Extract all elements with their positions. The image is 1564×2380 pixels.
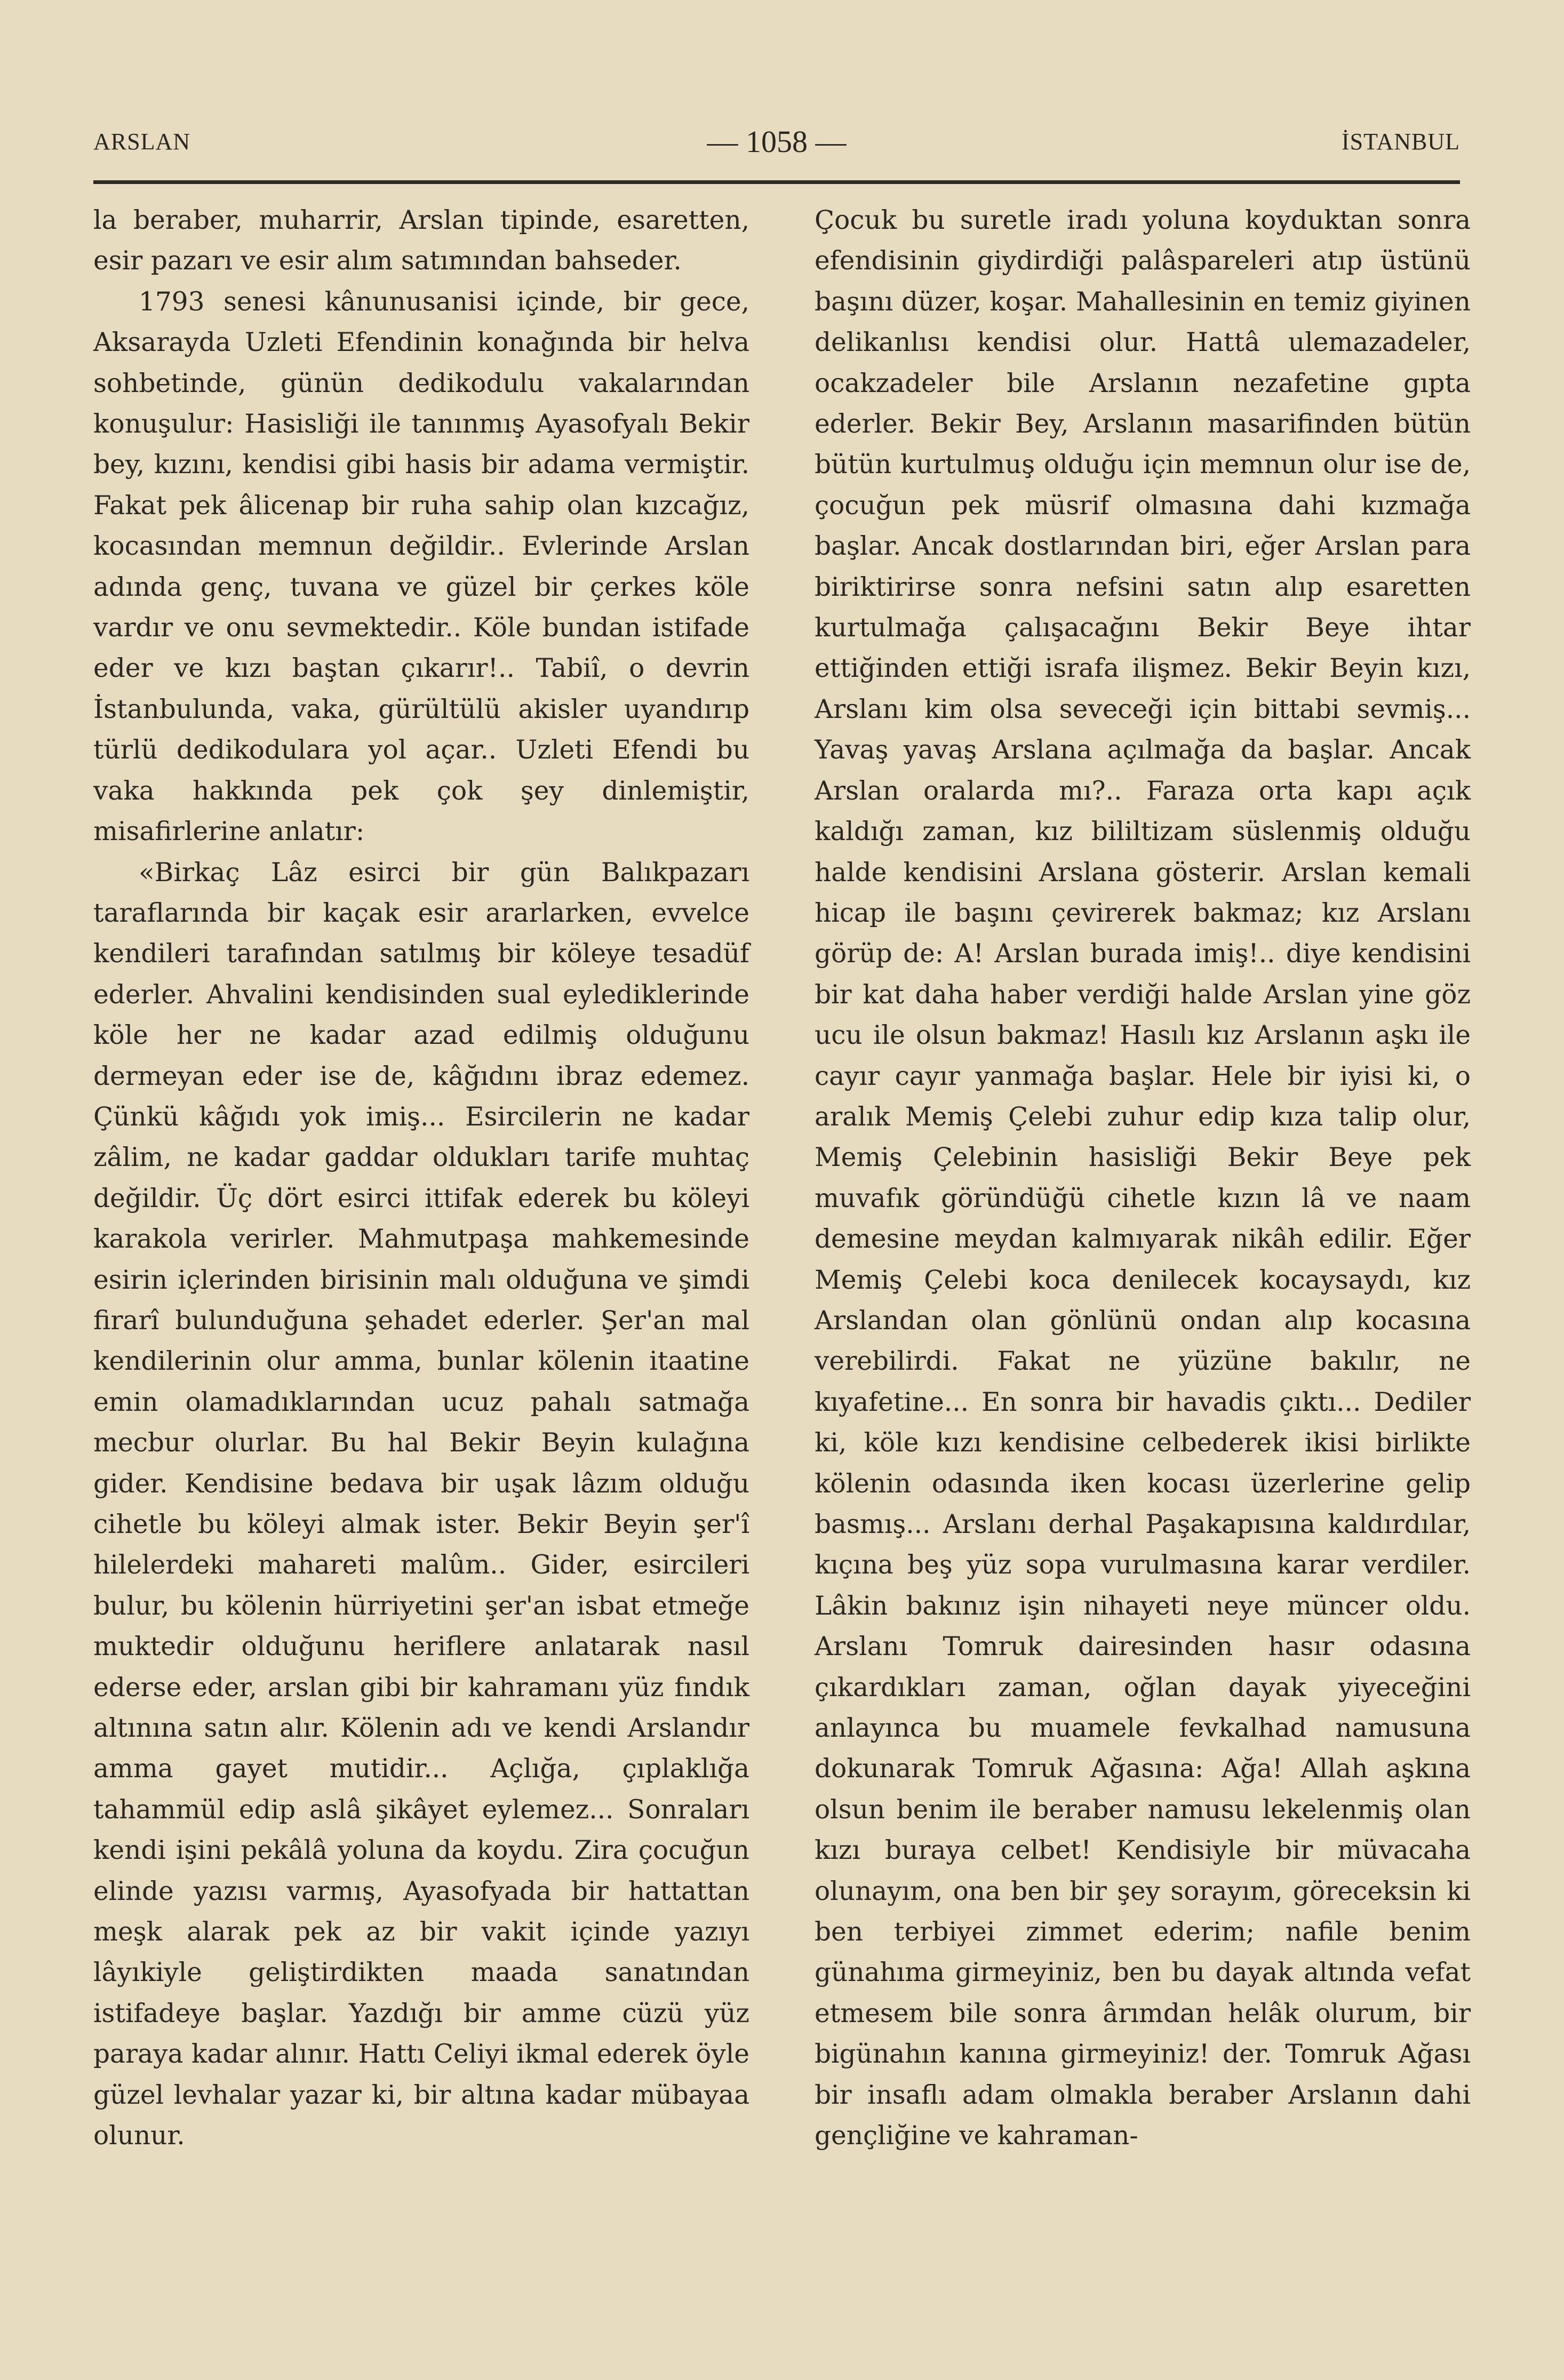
paragraph: «Birkaç Lâz esirci bir gün Balıkpazarı taraflarında bir kaçak esir ararlarken, evvelce kendileri tarafından satılmış bir köleye tesadüf ederler. Ahvalini kendisinden sual eylediklerinde köle her ne kadar azad edilmiş olduğunu dermeyan eder ise de, kâğıdını ibraz edemez. Çünkü kâğıdı yok imiş... Esircilerin ne kadar zâlim, ne kadar gaddar oldukları tarife muhtaç değildir. Üç dört esirci ittifak ederek bu köleyi karakola verirler. Mahmutpaşa mahkemesinde esirin içlerinden birisinin malı olduğuna ve şimdi firarî bulunduğuna şehadet ederler. Şer'an mal kendilerinin olur amma, bunlar kölenin itaatine emin olamadıklarından ucuz pahalı satmağa mecbur olurlar. Bu hal Bekir Beyin kulağına gider. Kendisine bedava bir uşak lâzım olduğu cihetle bu köleyi almak ister. Bekir Beyin şer'î hilelerdeki mahareti malûm.. Gider, esircileri bulur, bu kölenin hürriyetini şer'an isbat etmeğe muktedir olduğunu heriflere anlatarak nasıl ederse eder, arslan gibi bir kahramanı yüz fındık altınına satın alır. Kölenin adı ve kendi Arslandır amma gayet mutidir... Açlığa, çıplaklığa tahammül edip aslâ şikâyet eylemez... Sonraları kendi işini pekâlâ yoluna da koydu. Zira çocuğun elinde yazısı varmış, Ayasofyada bir hattattan meşk alarak pek az bir vakit içinde yazıyı lâyıkiyle geliştirdikten maada sanatından istifadeye başlar. Yazdığı bir amme cüzü yüz paraya kadar alınır. Hattı Celiyi ikmal ederek öyle güzel levhalar yazar ki, bir altına kadar mübayaa olunur. [93,857,749,2151]
page-number: — 1058 — [707,124,847,159]
running-header [93,124,1460,171]
header-title: İSTANBUL [1341,129,1460,155]
right-column [815,200,1471,2157]
header-rule [93,180,1460,184]
paragraph: la beraber, muharrir, Arslan tipinde, esaretten, esir pazarı ve esir alım satımından bahseder. [93,205,749,276]
paragraph: 1793 senesi kânunusanisi içinde, bir gece, Aksarayda Uzleti Efendinin konağında bir helva sohbetinde, günün dedikodulu vakalarından konuşulur: Hasisliği ile tanınmış Ayasofyalı Bekir bey, kızını, kendisi gibi hasis bir adama vermiştir. Fakat pek âlicenap bir ruha sahip olan kızcağız, kocasından memnun değildir.. Evlerinde Arslan adında genç, tuvana ve güzel bir çerkes köle vardır ve onu sevmektedir.. Köle bundan istifade eder ve kızı baştan çıkarır!.. Tabiî, o devrin İstanbulunda, vaka, gürültülü akisler uyandırıp türlü dedikodulara yol açar.. Uzleti Efendi bu vaka hakkında pek çok şey dinlemiştir, misafirlerine anlatır: [93,286,749,847]
left-column [93,200,749,2157]
paragraph: Çocuk bu suretle iradı yoluna koyduktan sonra efendisinin giydirdiği palâspareleri atıp üstünü başını düzer, koşar. Mahallesinin en temiz giyinen delikanlısı kendisi olur. Hattâ ulemazadeler, ocakzadeler bile Arslanın nezafetine gıpta ederler. Bekir Bey, Arslanın masarifinden bütün bütün kurtulmuş olduğu için memnun olur ise de, çocuğun pek müsrif olmasına dahi kızmağa başlar. Ancak dostlarından biri, eğer Arslan para biriktirirse sonra nefsini satın alıp esaretten kurtulmağa çalışacağını Bekir Beye ihtar ettiğinden ettiği israfa ilişmez. Bekir Beyin kızı, Arslanı kim olsa seveceği için bittabi sevmiş... Yavaş yavaş Arslana açılmağa da başlar. Ancak Arslan oralarda mı?.. Faraza orta kapı açık kaldığı zaman, kız bililtizam süslenmiş olduğu halde kendisini Arslana gösterir. Arslan kemali hicap ile başını çevirerek bakmaz; kız Arslanı görüp de: A! Arslan burada imiş!.. diye kendisini bir kat daha haber verdiği halde Arslan yine göz ucu ile olsun bakmaz! Hasılı kız Arslanın aşkı ile cayır cayır yanmağa başlar. Hele bir iyisi ki, o aralık Memiş Çelebi zuhur edip kıza talip olur, Memiş Çelebinin hasisliği Bekir Beye pek muvafık göründüğü cihetle kızın lâ ve naam demesine meydan kalmıyarak nikâh edilir. Eğer Memiş Çelebi koca denilecek kocaysaydı, kız Arslandan olan gönlünü ondan alıp kocasına verebilirdi. Fakat ne yüzüne bakılır, ne kıyafetine... En sonra bir havadis çıktı... Dediler ki, köle kızı kendisine celbederek ikisi birlikte kölenin odasında iken kocası üzerlerine gelip basmış... Arslanı derhal Paşakapısına kaldırdılar, kıçına beş yüz sopa vurulmasına karar verdiler. Lâkin bakınız işin nihayeti neye müncer oldu. Arslanı Tomruk dairesinden hasır odasına çıkardıkları zaman, oğlan dayak yiyeceğini anlayınca bu muamele fevkalhad namusuna dokunarak Tomruk Ağasına: Ağa! Allah aşkına olsun benim ile beraber namusu lekelenmiş olan kızı buraya celbet! Kendisiyle bir müvacaha olunayım, ona ben bir şey sorayım, göreceksin ki ben terbiyei zimmet ederim; nafile benim günahıma girmeyiniz, ben bu dayak altında vefat etmesem bile sonra ârımdan helâk olurum, bir bigünahın kanına girmeyiniz! der. Tomruk Ağası bir insaflı adam olmakla beraber Arslanın dahi gençliğine ve kahraman- [815,205,1471,2151]
header-author: ARSLAN [93,129,191,155]
